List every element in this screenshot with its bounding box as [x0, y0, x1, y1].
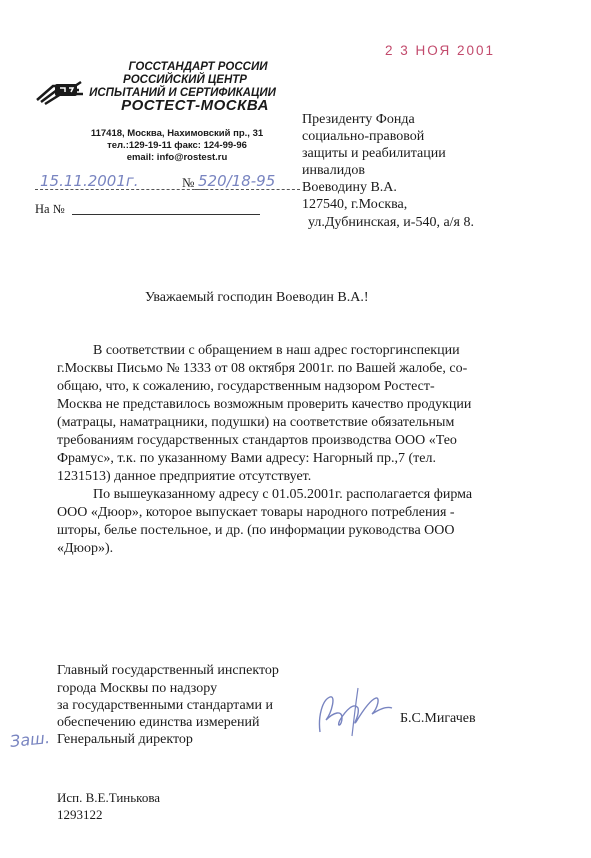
margin-note-handwritten: Заш.	[9, 727, 51, 752]
executor-phone: 1293122	[57, 807, 103, 822]
signature-title-3: за государственными стандартами и	[57, 698, 273, 713]
body-line: требованиям государственных стандартов производства ООО «Тео	[57, 433, 457, 448]
body-line: «Дюор»).	[57, 541, 114, 556]
date-underline	[35, 189, 205, 190]
recipient-line-5: Воеводину В.А.	[302, 180, 397, 195]
signature-title-2: города Москвы по надзору	[57, 681, 218, 696]
salutation: Уважаемый господин Воеводин В.А.!	[145, 290, 369, 305]
body-line: (матрацы, наматрацники, подушки) на соответствие обязательным	[57, 415, 455, 430]
reference-underline	[72, 214, 260, 215]
executor-name: Исп. В.Е.Тинькова	[57, 790, 161, 805]
org-phones: тел.:129-19-11 факс: 124-99-96	[107, 140, 247, 151]
recipient-line-7: ул.Дубнинская, и-540, а/я 8.	[308, 215, 474, 230]
org-address: 117418, Москва, Нахимовский пр., 31	[90, 128, 264, 139]
outgoing-date-handwritten: 15.11.2001г.	[40, 172, 139, 190]
body-line: шторы, белье постельное, и др. (по информации руководства ООО	[57, 523, 455, 538]
recipient-line-6: 127540, г.Москва,	[302, 197, 408, 212]
body-line: г.Москвы Письмо № 1333 от 08 октября 2001г. по Вашей жалобе, со-	[57, 361, 468, 376]
number-underline	[195, 189, 300, 190]
handwritten-signature	[312, 682, 397, 742]
org-name: РОСТЕСТ-МОСКВА	[121, 97, 269, 114]
org-email: email: info@rostest.ru	[126, 152, 228, 163]
body-line: общаю, что, к сожалению, государственным надзором Ростест-	[57, 379, 435, 394]
outgoing-number-handwritten: 520/18-95	[198, 172, 276, 190]
body-line: По вышеуказанному адресу с 01.05.2001г. располагается фирма	[93, 487, 473, 502]
signature-title-4: обеспечению единства измерений	[57, 715, 260, 730]
org-line-3: ИСПЫТАНИЙ И СЕРТИФИКАЦИИ	[89, 87, 276, 99]
letter-body	[57, 342, 502, 558]
body-line: 1231513) данное предприятие отсутствует.	[57, 469, 312, 484]
body-line: ООО «Дюор», которое выпускает товары народного потребления -	[57, 505, 455, 520]
body-line: В соответствии с обращением в наш адрес госторгинспекции	[93, 343, 460, 358]
outgoing-number-line	[35, 172, 300, 192]
recipient-line-1: Президенту Фонда	[302, 112, 415, 127]
org-line-1: ГОССТАНДАРТ РОССИИ	[128, 61, 268, 73]
recipient-line-2: социально-правовой	[302, 129, 425, 144]
body-line: Фрамус», т.к. по указанному Вами адресу: Нагорный пр.,7 (тел.	[57, 451, 436, 466]
signature-title-1: Главный государственный инспектор	[57, 663, 279, 678]
reference-label: На №	[35, 202, 65, 216]
signer-name: Б.С.Мигачев	[400, 711, 476, 726]
recipient-line-3: защиты и реабилитации	[302, 146, 446, 161]
received-date-stamp: 2 3 НОЯ 2001	[385, 43, 496, 58]
number-label: №	[182, 175, 195, 190]
recipient-line-4: инвалидов	[302, 163, 365, 178]
signature-title-5: Генеральный директор	[57, 732, 193, 747]
org-line-2: РОССИЙСКИЙ ЦЕНТР	[123, 74, 247, 86]
body-line: Москва не представилось возможным проверить качество продукции	[57, 397, 472, 412]
